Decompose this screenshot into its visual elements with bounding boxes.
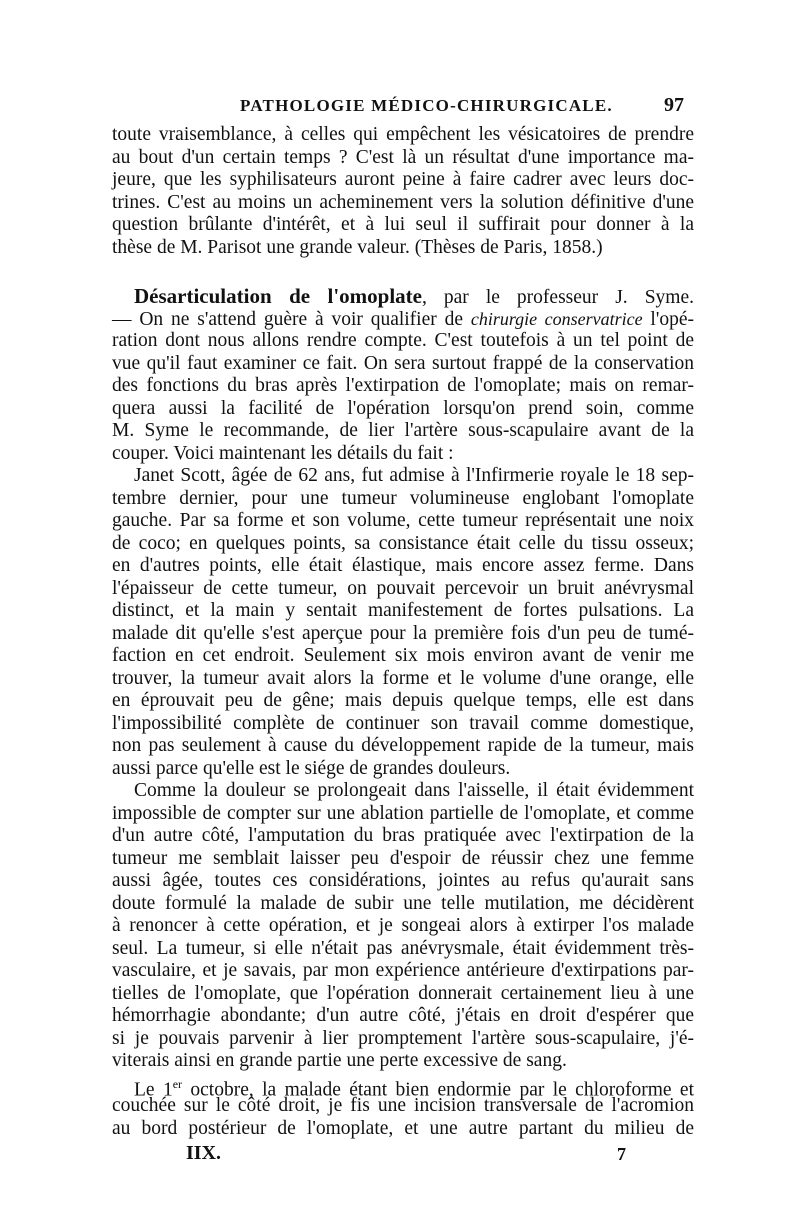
text-line: tembre dernier, pour une tumeur volumineuse englobant l'omoplate	[112, 487, 694, 509]
text-line: des fonctions du bras après l'extirpation de l'omoplate; mais on remar-	[112, 375, 694, 396]
text-line: thèse de M. Parisot une grande valeur. (Thèses de Paris, 1858.)	[112, 236, 603, 258]
section-heading: Désarticulation de l'omoplate	[134, 284, 422, 308]
text-line: quera aussi la facilité de l'opération lorsqu'on prend soin, comme	[112, 397, 694, 419]
text-line: Janet Scott, âgée de 62 ans, fut admise à l'Infirmerie royale le 18 sep-	[134, 465, 694, 486]
paragraph-douleur	[112, 780, 694, 1073]
text-line: jeure, que les syphilisateurs auront peine à faire cadrer avec leurs doc-	[112, 169, 694, 190]
text-line: faction en cet endroit. Seulement six mois environ avant de venir me	[112, 645, 694, 666]
text-line: l'impossibilité complète de continuer son travail comme domestique,	[112, 712, 694, 734]
text-line: ration dont nous allons rendre compte. C'est toutefois à un tel point de	[112, 330, 694, 351]
text-line: couper. Voici maintenant les détails du fait :	[112, 442, 454, 464]
section-heading-line	[112, 285, 694, 308]
text-fragment: octobre, la malade étant bien endormie par le chloroforme et	[182, 1079, 695, 1100]
page-body	[112, 124, 694, 1140]
text-line: d'un autre côté, l'amputation du bras pratiquée avec l'extirpation de la	[112, 825, 694, 846]
sheet-number: 7	[617, 1144, 626, 1164]
text-line: Comme la douleur se prolongeait dans l'aisselle, il était évidemment	[134, 780, 694, 801]
text-line: au bord postérieur de l'omoplate, et une autre partant du milieu de	[112, 1117, 694, 1139]
page-number: 97	[664, 94, 684, 116]
text-line: distinct, et la main y sentait manifestement de fortes pulsations. La	[112, 600, 694, 621]
text-line: de coco; en quelques points, sa consistance était celle du tissu osseux;	[112, 532, 694, 554]
text-line: trouver, la tumeur avait alors la forme et le volume d'une orange, elle	[112, 667, 694, 689]
text-line: en d'autres points, elle était élastique, mais encore assez ferme. Dans	[112, 555, 694, 576]
text-line: M. Syme le recommande, de lier l'artère sous-scapulaire avant de la	[112, 420, 694, 441]
text-line: l'épaisseur de cette tumeur, on pouvait percevoir un bruit anévrysmal	[112, 577, 694, 599]
text-fragment: Le 1	[134, 1079, 173, 1100]
text-line: seul. La tumeur, si elle n'était pas anévrysmale, était évidemment très-	[112, 937, 694, 959]
text-line: au bout d'un certain temps ? C'est là un résultat d'une importance ma-	[112, 146, 694, 168]
running-title: PATHOLOGIE MÉDICO-CHIRURGICALE.	[240, 96, 613, 115]
ordinal-superscript: er	[172, 1076, 183, 1091]
italic-term: chirurgie conservatrice	[470, 308, 643, 329]
running-header	[112, 96, 684, 122]
text-line: aussi parce qu'elle est le siége de grandes douleurs.	[112, 757, 511, 779]
text-line: trines. C'est au moins un acheminement vers la solution définitive d'une	[112, 191, 694, 213]
section-gap	[112, 259, 694, 285]
paragraph-case	[112, 465, 694, 780]
page-footer	[112, 1142, 694, 1172]
text-line: vue qu'il faut examiner ce fait. On sera surtout frappé de la conservation	[112, 352, 694, 374]
text-line: couchée sur le côté droit, je fis une incision transversale de l'acromion	[112, 1095, 694, 1116]
text-line: hémorrhagie abondante; d'un autre côté, j'étais en droit d'espérer que	[112, 1005, 694, 1026]
text-line: non pas seulement à cause du développement rapide de la tumeur, mais	[112, 735, 694, 756]
text-line: malade dit qu'elle s'est aperçue pour la première fois d'un peu de tumé-	[112, 622, 694, 644]
paragraph-parisot	[112, 124, 694, 259]
text-fragment: l'opé-	[642, 308, 694, 330]
text-line: aussi âgée, toutes ces considérations, jointes au refus qu'aurait sans	[112, 870, 694, 891]
text-line: à renoncer à cette opération, et je songeai alors à extirper l'os malade	[112, 915, 694, 936]
text-line: viterais ainsi en grande partie une perte excessive de sang.	[112, 1050, 567, 1071]
text-fragment: — On ne s'attend guère à voir qualifier de	[112, 308, 471, 330]
text-line: toute vraisemblance, à celles qui empêchent les vésicatoires de prendre	[112, 124, 694, 145]
signature-mark: IIX.	[186, 1142, 222, 1164]
paragraph-operation	[112, 1073, 694, 1141]
section-author: , par le professeur J. Syme.	[421, 287, 694, 308]
text-line: vasculaire, et je savais, par mon expérience antérieure d'extirpations par-	[112, 960, 694, 981]
section-desarticulation	[112, 285, 694, 465]
text-line: si je pouvais parvenir à lier promptement l'artère sous-scapulaire, j'é-	[112, 1027, 694, 1049]
text-line	[112, 308, 694, 331]
text-line: tielles de l'omoplate, que l'opération donnerait certainement lieu à une	[112, 982, 694, 1004]
text-line: en éprouvait peu de gêne; mais depuis quelque temps, elle est dans	[112, 690, 694, 711]
text-line: doute formulé la malade de subir une telle mutilation, me décidèrent	[112, 892, 694, 914]
text-line: gauche. Par sa forme et son volume, cette tumeur représentait une noix	[112, 510, 694, 531]
text-line: impossible de compter sur une ablation partielle de l'omoplate, et comme	[112, 802, 694, 824]
text-line: question brûlante d'intérêt, et à lui seul il suffirait pour donner à la	[112, 214, 694, 235]
text-line	[112, 1073, 695, 1100]
text-line: tumeur me semblait laisser peu d'espoir de réussir chez une femme	[112, 847, 694, 869]
